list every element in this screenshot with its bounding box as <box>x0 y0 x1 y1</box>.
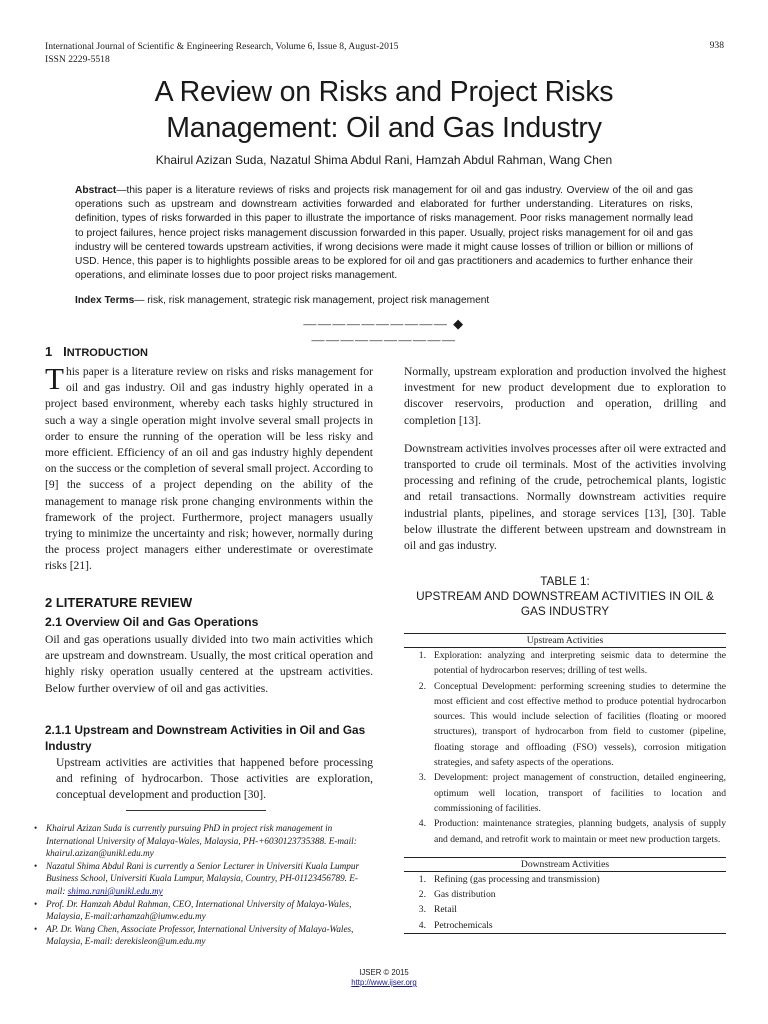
section-1-paragraph: his paper is a literature review on risks and risks management for oil and gas industry. Oil and gas industry highly operated in a project based environment, whereby each tasks highly structured in such a way a single operation might involve several small projects in order to ensure the running of the operation will be less risky and more efficient. Efficiency of an oil and gas industry highly dependent on the success or the completion of several small project. According to [9] the success of a project depending on the ability of the management to manage risk prone changing environments within the framework of the project. Furthermore, project managers usually trying to minimize the uncertainty and risk; however, normally during the process project managers either underestimate or overestimate risks [21]. <box>45 366 373 573</box>
journal-url-link[interactable]: http://www.ijser.org <box>351 978 417 987</box>
footnote-item: • Khairul Azizan Suda is currently pursuing PhD in project risk management in International University of Malaya-Wales, Malaysia, PH-+6030123735388. E-mail: khairul.azizan@unikl.edu.my <box>32 822 374 860</box>
subsection-2-1-1-heading: 2.1.1 Upstream and Downstream Activities in Oil and Gas Industry <box>45 723 366 753</box>
footnote-item: • AP. Dr. Wang Chen, Associate Professor, International University of Malaya-Wales, Malaysia, E-mail: derekisleon@um.edu.my <box>32 923 374 948</box>
section-1-number: 1 <box>45 344 53 359</box>
downstream-item: 2. Gas distribution <box>418 889 496 901</box>
upstream-item: 1. Exploration: analyzing and interpreting seismic data to determine the potential of hydrocarbon reserves; drilling of test wells. <box>418 650 726 677</box>
copyright-notice: IJSER © 2015 <box>359 968 409 977</box>
author-footnotes <box>32 822 374 948</box>
abstract-label: Abstract <box>75 185 117 196</box>
footnote-item: • Nazatul Shima Abdul Rani is currently a Senior Lecturer in Universiti Kuala Lumpur Business School, Universiti Kuala Lumpur, Malaysia, Country, PH-01123456789. E-mail: shima.rani@unikl.edu.my <box>32 860 374 898</box>
activities-table <box>404 633 726 934</box>
section-1-body <box>45 361 373 575</box>
downstream-item: 3. Retail <box>418 904 457 916</box>
subsection-2-1-heading: 2.1 Overview Oil and Gas Operations <box>45 615 259 629</box>
title-line-1: A Review on Risks and Project Risks <box>154 76 614 108</box>
footnote-rule <box>126 810 266 811</box>
index-terms-label: Index Terms <box>75 295 135 306</box>
upstream-item: 3. Development: project management of construction, detailed engineering, optimum well location, transport of facilities to location and commissioning of facilities. <box>418 772 726 814</box>
author-list: Khairul Azizan Suda, Nazatul Shima Abdul Rani, Hamzah Abdul Rahman, Wang Chen <box>155 153 613 167</box>
paper-title <box>40 74 728 146</box>
page-number: 938 <box>709 40 724 51</box>
downstream-header: Downstream Activities <box>404 857 726 872</box>
table-number: TABLE 1: <box>540 574 590 588</box>
right-column-text <box>404 364 726 554</box>
section-separator: —————————— ◆ —————————— <box>303 316 465 347</box>
section-2-heading: 2 LITERATURE REVIEW <box>45 595 193 610</box>
abstract-text: —this paper is a literature reviews of risks and projects risk management for oil and gas industry. Overview of the oil and gas operations such as upstream and downstream activities forwarded and elaborated for further understanding. Literatures on risks, definition, types of risks forwarded in this paper to illustrate the importance of risks management. Poor risks management normally lead to project failures, hence project risks management discussion forwarded in this paper. Usually, project risks management for oil and gas industry will be centered towards upstream activities, if wrong decisions were made it might cause losses of trillion or billion or millions of USD. Hence, this paper is to highlights possible areas to be explored for oil and gas practitioners and academics to further enhance their operations, and eliminate losses due to poor project risks management. <box>75 185 693 282</box>
section-1-heading <box>45 344 373 359</box>
subsection-2-1-body <box>45 632 373 697</box>
index-terms-text: — risk, risk management, strategic risk management, project risk management <box>134 295 490 306</box>
subsection-2-1-1-paragraph: Upstream activities are activities that happened before processing and refining of hydrocarbon. Those activities are exploration, conceptual development and production [30]. <box>56 757 373 802</box>
issn: ISSN 2229-5518 <box>45 54 110 65</box>
table-gap <box>404 847 726 857</box>
email-link[interactable]: shima.rani@unikl.edu.my <box>67 885 163 896</box>
page-footer <box>0 968 768 988</box>
table-title: UPSTREAM AND DOWNSTREAM ACTIVITIES IN OIL & GAS INDUSTRY <box>416 589 714 618</box>
index-terms <box>75 295 693 306</box>
upstream-list <box>404 648 726 847</box>
upstream-item: 2. Conceptual Development: performing screening studies to determine the most efficient and cost effective method to produce potential hydrocarbon sources. This would include selection of facilities (floating or moored structures), transport of hydrocarbon from field to customer (pipeline, floating storage and offloading (FSO) vessels), corrosion mitigation strategies, and safety aspects of the operations. <box>418 680 726 769</box>
running-header <box>45 40 398 66</box>
upstream-item: 4. Production: maintenance strategies, planning budgets, analysis of supply and demand, and retrofit work to maintain or meet new production targets. <box>418 818 726 845</box>
upstream-header: Upstream Activities <box>404 633 726 648</box>
drop-cap: T <box>45 361 64 396</box>
section-1-title-rest: NTRODUCTION <box>66 347 148 359</box>
subsection-2-1-1-body <box>56 755 373 804</box>
abstract <box>75 184 693 283</box>
downstream-list <box>404 872 726 934</box>
subsection-2-1-paragraph: Oil and gas operations usually divided into two main activities which are upstream and downstream. Usually, the most critical operation and highly risky operation usually centered at the upstream activities. Below further overview of oil and gas activities. <box>45 634 373 695</box>
right-paragraph-2: Downstream activities involves processes after oil were extracted and transported to crude oil terminals. Most of the activities involving processing and refining of the crude, petrochemical plants, logistic and retail transactions. Normally downstream activities require industrial plants, pipelines, and storage services [13], [30]. Table below illustrate the different between upstream and downstream in oil and gas industry. <box>404 442 726 553</box>
footnote-item: • Prof. Dr. Hamzah Abdul Rahman, CEO, International University of Malaya-Wales, Malaysia, E-mail:arhamzah@iumw.edu.my <box>32 898 374 923</box>
right-paragraph-1: Normally, upstream exploration and production involved the highest investment for new product development due to exploration to discover reservoirs, production and operation, drilling and completion [13]. <box>404 366 726 427</box>
section-1-first-letter: I <box>63 344 67 359</box>
title-line-2: Management: Oil and Gas Industry <box>166 112 602 144</box>
downstream-item: 1. Refining (gas processing and transmission) <box>418 873 600 885</box>
journal-name: International Journal of Scientific & Engineering Research, Volume 6, Issue 8, August-2015 <box>45 41 399 52</box>
table-caption <box>404 574 726 619</box>
downstream-item: 4. Petrochemicals <box>418 919 493 931</box>
